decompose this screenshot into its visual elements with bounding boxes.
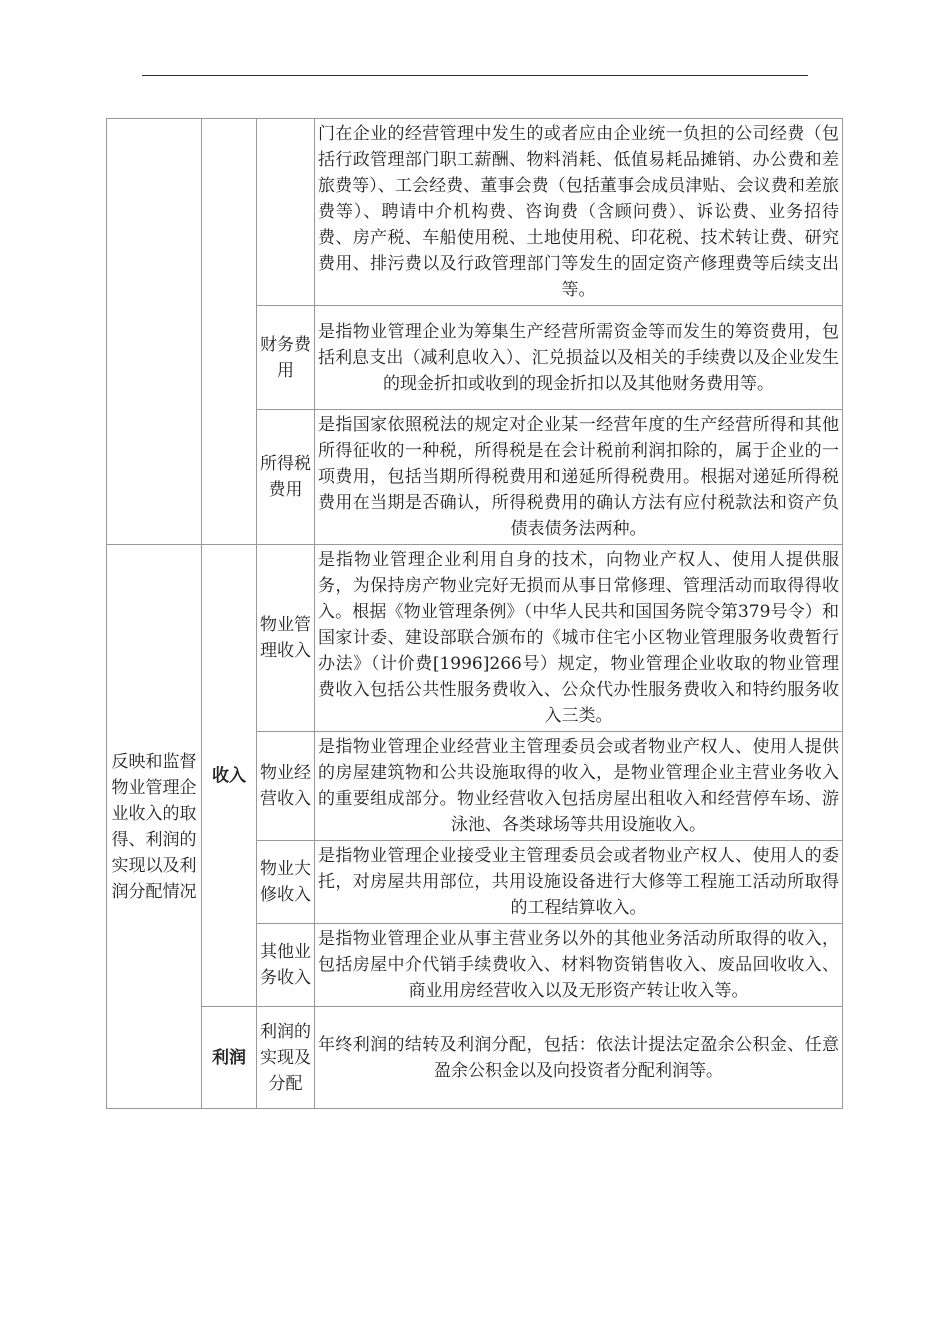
table-row bbox=[107, 1007, 843, 1109]
table-row bbox=[107, 119, 843, 306]
description-cell: 是指物业管理企业接受业主管理委员会或者物业产权人、使用人的委托，对房屋共用部位，共用设施设备进行大修等工程施工活动所取得的工程结算收入。 bbox=[315, 841, 843, 924]
description-cell: 是指物业管理企业为筹集生产经营所需资金等而发生的筹资费用，包括利息支出（减利息收入）、汇兑损益以及相关的手续费以及企业发生的现金折扣或收到的现金折扣以及其他财务费用等。 bbox=[315, 306, 843, 410]
item-cell: 物业管理收入 bbox=[257, 545, 315, 732]
description-cell: 年终利润的结转及利润分配，包括：依法计提法定盈余公积金、任意盈余公积金以及向投资者分配利润等。 bbox=[315, 1007, 843, 1109]
table-row bbox=[107, 545, 843, 732]
item-cell: 其他业务收入 bbox=[257, 924, 315, 1007]
item-cell: 物业大修收入 bbox=[257, 841, 315, 924]
type-cell-empty bbox=[202, 119, 257, 545]
profit-label: 利润 bbox=[202, 1007, 257, 1109]
description-cell: 门在企业的经营管理中发生的或者应由企业统一负担的公司经费（包括行政管理部门职工薪酬、物料消耗、低值易耗品摊销、办公费和差旅费等）、工会经费、董事会费（包括董事会成员津贴、会议费和差旅费等）、聘请中介机构费、咨询费（含顾问费）、诉讼费、业务招待费、房产税、车船使用税、土地使用税、印花税、技术转让费、研究费用、排污费以及行政管理部门等发生的固定资产修理费等后续支出等。 bbox=[315, 119, 843, 306]
item-cell: 物业经营收入 bbox=[257, 732, 315, 841]
item-cell: 利润的实现及分配 bbox=[257, 1007, 315, 1109]
category-cell-empty bbox=[107, 119, 202, 545]
accounting-table bbox=[106, 118, 843, 1109]
header-rule bbox=[142, 75, 808, 76]
category-cell: 反映和监督物业管理企业收入的取得、利润的实现以及利润分配情况 bbox=[107, 545, 202, 1109]
item-cell: 财务费用 bbox=[257, 306, 315, 410]
description-cell: 是指物业管理企业利用自身的技术，向物业产权人、使用人提供服务，为保持房产物业完好无损而从事日常修理、管理活动而取得得收入。根据《物业管理条例》（中华人民共和国国务院令第379号令）和国家计委、建设部联合颁布的《城市住宅小区物业管理服务收费暂行办法》（计价费[1996]266号）规定，物业管理企业收取的物业管理费收入包括公共性服务费收入、公众代办性服务费收入和特约服务收入三类。 bbox=[315, 545, 843, 732]
description-cell: 是指物业管理企业从事主营业务以外的其他业务活动所取得的收入，包括房屋中介代销手续费收入、材料物资销售收入、废品回收收入、商业用房经营收入以及无形资产转让收入等。 bbox=[315, 924, 843, 1007]
income-label: 收入 bbox=[202, 545, 257, 1007]
item-cell: 所得税费用 bbox=[257, 410, 315, 545]
item-cell bbox=[257, 119, 315, 306]
description-cell: 是指物业管理企业经营业主管理委员会或者物业产权人、使用人提供的房屋建筑物和公共设施取得的收入，是物业管理企业主营业务收入的重要组成部分。物业经营收入包括房屋出租收入和经营停车场、游泳池、各类球场等共用设施收入。 bbox=[315, 732, 843, 841]
description-cell: 是指国家依照税法的规定对企业某一经营年度的生产经营所得和其他所得征收的一种税，所得税是在会计税前利润扣除的，属于企业的一项费用，包括当期所得税费用和递延所得税费用。根据对递延所得税费用在当期是否确认，所得税费用的确认方法有应付税款法和资产负债表债务法两种。 bbox=[315, 410, 843, 545]
